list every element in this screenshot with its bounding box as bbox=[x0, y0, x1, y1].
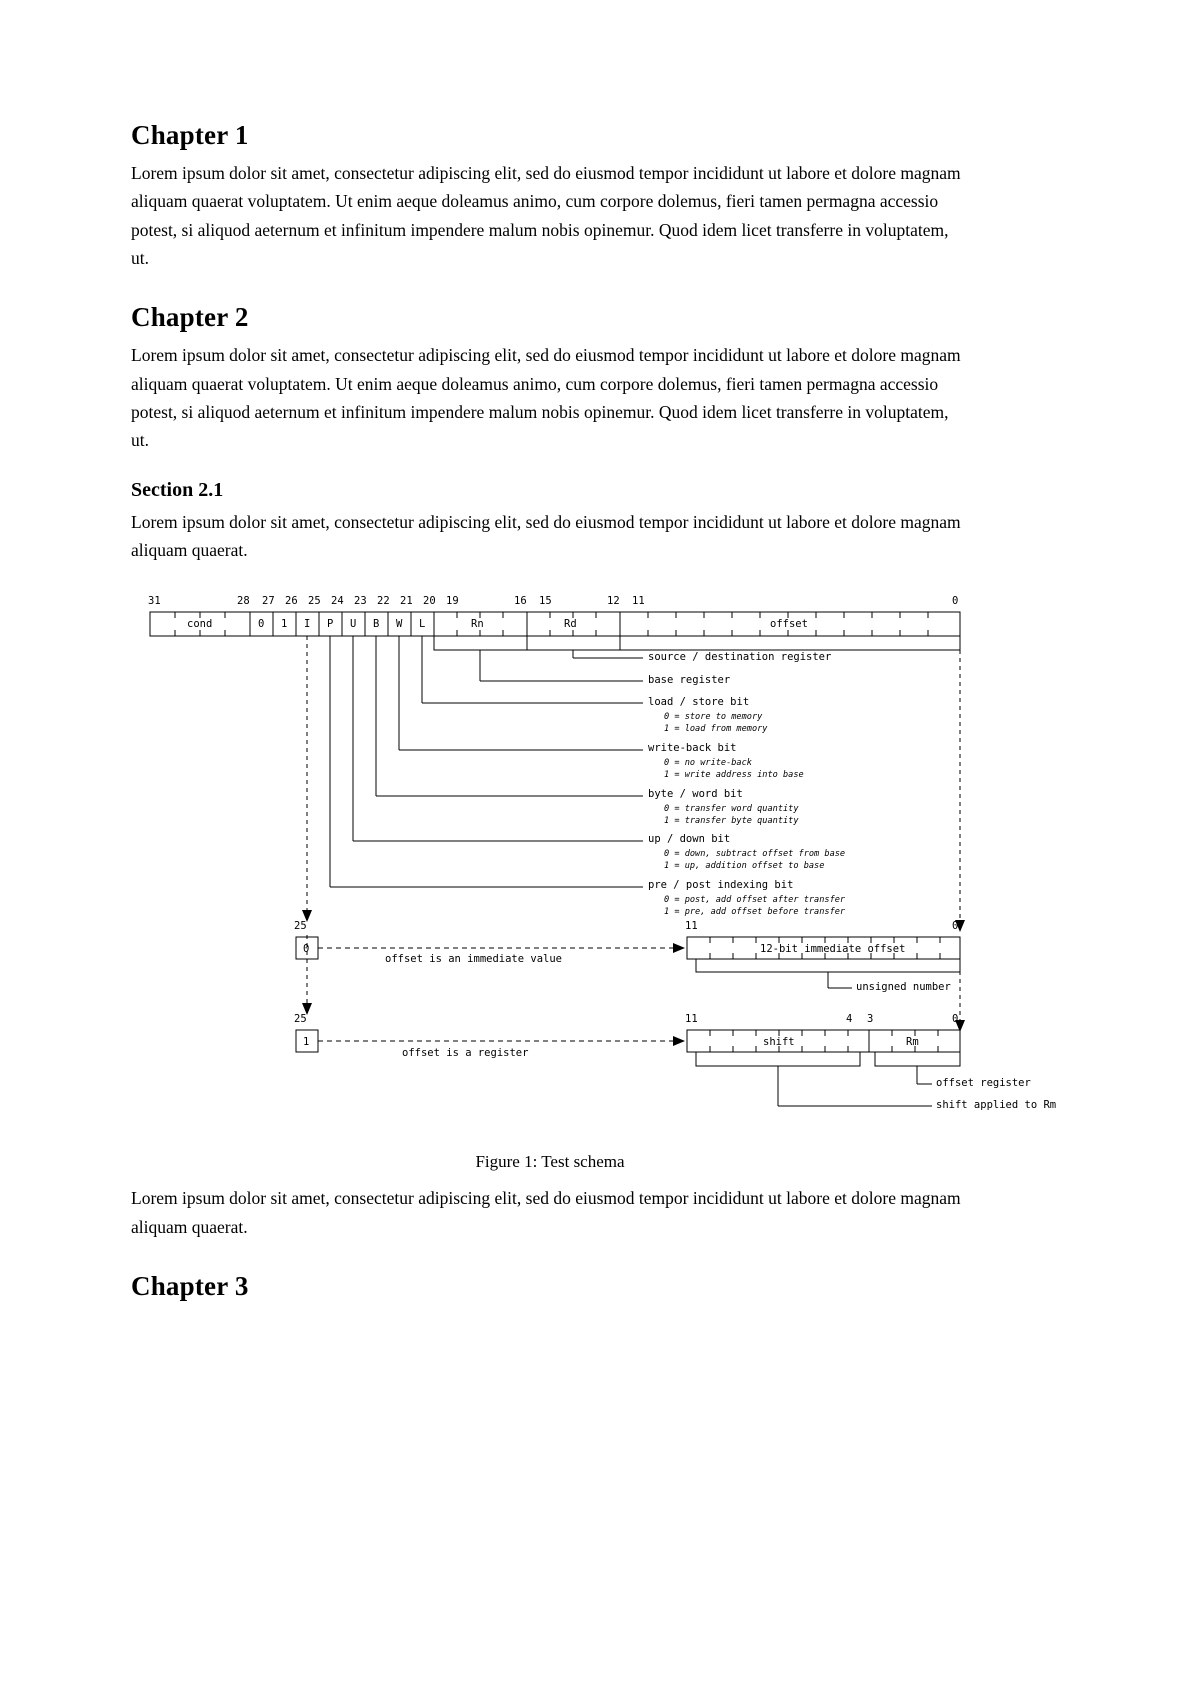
immediate-arrow-label: offset is an immediate value bbox=[385, 953, 563, 966]
field-u-bit: U bbox=[350, 618, 357, 631]
chapter-2-heading: Chapter 2 bbox=[131, 302, 249, 333]
register-right-tick-11: 11 bbox=[685, 1013, 698, 1026]
figure-container bbox=[131, 590, 1057, 1172]
annotation-load-store-bit-line-0: 0 = store to memory bbox=[664, 712, 763, 723]
annotation-load-store-bit: load / store bit bbox=[648, 696, 750, 709]
immediate-i-value: 0 bbox=[303, 943, 310, 956]
register-arrow-label: offset is a register bbox=[402, 1047, 529, 1060]
register-field-rm: Rm bbox=[906, 1036, 919, 1049]
register-i-value: 1 bbox=[303, 1036, 310, 1049]
bit-tick-12: 12 bbox=[607, 595, 620, 608]
spacer bbox=[131, 272, 969, 302]
field-rn: Rn bbox=[471, 618, 484, 631]
bit-tick-31: 31 bbox=[148, 595, 161, 608]
annotation-base-register: base register bbox=[648, 674, 731, 687]
field-w-bit: W bbox=[396, 618, 403, 631]
annotation-byte-word-bit-line-1: 1 = transfer byte quantity bbox=[664, 816, 799, 827]
chapter-3-heading: Chapter 3 bbox=[131, 1271, 249, 1302]
register-field-shift: shift bbox=[763, 1036, 795, 1049]
annotation-up-down-bit-line-0: 0 = down, subtract offset from base bbox=[664, 849, 846, 860]
instruction-encoding-diagram bbox=[140, 590, 1057, 1145]
register-right-tick-4: 4 bbox=[846, 1013, 853, 1026]
arrowhead bbox=[673, 943, 685, 953]
annotation-source-destination-register: source / destination register bbox=[648, 651, 832, 664]
section-2-1-paragraph: Lorem ipsum dolor sit amet, consectetur adipiscing elit, sed do eiusmod tempor incididunt ut labore et dolore magnam aliquam quaerat. bbox=[131, 511, 961, 561]
bit-tick-0: 0 bbox=[952, 595, 959, 608]
field-p-bit: P bbox=[327, 618, 334, 631]
chapter-2-paragraph: Lorem ipsum dolor sit amet, consectetur adipiscing elit, sed do eiusmod tempor incididunt ut labore et dolore magnam aliquam quaerat voluptatem. Ut enim aeque doleamus animo, cum corpore dolemus, fieri tamen permagna accessio potest, si aliquod aeternum et infinitum impendere malum nobis opinemur. Quod idem licet transferre in voluptatem, ut. bbox=[131, 345, 961, 451]
annotation-offset-register: offset register bbox=[936, 1077, 1031, 1090]
spacer bbox=[131, 1241, 969, 1271]
bit-tick-24: 24 bbox=[331, 595, 344, 608]
annotation-byte-word-bit: byte / word bit bbox=[648, 788, 743, 801]
bit-tick-11: 11 bbox=[632, 595, 645, 608]
after-figure-paragraph: Lorem ipsum dolor sit amet, consectetur adipiscing elit, sed do eiusmod tempor incididunt ut labore et dolore magnam aliquam quaerat. bbox=[131, 1188, 961, 1237]
register-right-tick-0: 0 bbox=[952, 1013, 959, 1026]
spacer bbox=[131, 1170, 969, 1184]
bit-tick-23: 23 bbox=[354, 595, 367, 608]
field-b-bit: B bbox=[373, 618, 380, 631]
annotation-pre-post-indexing-bit: pre / post indexing bit bbox=[648, 879, 794, 892]
immediate-right-tick-0: 0 bbox=[952, 920, 959, 933]
annotation-up-down-bit: up / down bit bbox=[648, 833, 731, 846]
field-offset: offset bbox=[770, 618, 808, 631]
field-zero: 0 bbox=[258, 618, 265, 631]
annotation-unsigned-number: unsigned number bbox=[856, 981, 951, 994]
chapter-1-paragraph: Lorem ipsum dolor sit amet, consectetur adipiscing elit, sed do eiusmod tempor incididunt ut labore et dolore magnam aliquam quaerat voluptatem. Ut enim aeque doleamus animo, cum corpore dolemus, fieri tamen permagna accessio potest, si aliquod aeternum et infinitum impendere malum nobis opinemur. Quod idem licet transferre in voluptatem, ut. bbox=[131, 163, 961, 269]
annotation-up-down-bit-line-1: 1 = up, addition offset to base bbox=[664, 861, 825, 872]
register-left-tick: 25 bbox=[294, 1013, 307, 1026]
bit-tick-20: 20 bbox=[423, 595, 436, 608]
field-l-bit: L bbox=[419, 618, 426, 631]
bit-tick-16: 16 bbox=[514, 595, 527, 608]
annotation-pre-post-indexing-bit-line-1: 1 = pre, add offset before transfer bbox=[664, 907, 846, 918]
annotation-load-store-bit-line-1: 1 = load from memory bbox=[664, 724, 768, 735]
figure-caption: Figure 1: Test schema bbox=[475, 1152, 625, 1172]
bit-tick-22: 22 bbox=[377, 595, 390, 608]
bit-tick-27: 27 bbox=[262, 595, 275, 608]
chapter-1-heading: Chapter 1 bbox=[131, 120, 249, 150]
field-one: 1 bbox=[281, 618, 288, 631]
register-right-tick-3: 3 bbox=[867, 1013, 874, 1026]
bit-tick-19: 19 bbox=[446, 595, 459, 608]
bit-tick-21: 21 bbox=[400, 595, 413, 608]
bit-tick-26: 26 bbox=[285, 595, 298, 608]
document-content bbox=[131, 120, 1057, 1310]
immediate-field-label: 12-bit immediate offset bbox=[760, 943, 906, 956]
diagram-svg bbox=[140, 590, 970, 1145]
field-rd: Rd bbox=[564, 618, 577, 631]
section-2-1-heading: Section 2.1 bbox=[131, 478, 224, 501]
arrowhead bbox=[673, 1036, 685, 1046]
annotation-byte-word-bit-line-0: 0 = transfer word quantity bbox=[664, 804, 799, 815]
immediate-left-tick: 25 bbox=[294, 920, 307, 933]
annotation-shift-applied-to-rm: shift applied to Rm bbox=[936, 1099, 1057, 1112]
annotation-write-back-bit-line-0: 0 = no write-back bbox=[664, 758, 752, 769]
bit-tick-28: 28 bbox=[237, 595, 250, 608]
spacer bbox=[131, 455, 969, 479]
field-cond: cond bbox=[187, 618, 213, 631]
bit-tick-15: 15 bbox=[539, 595, 552, 608]
field-i-bit: I bbox=[304, 618, 311, 631]
bit-tick-25: 25 bbox=[308, 595, 321, 608]
annotation-write-back-bit-line-1: 1 = write address into base bbox=[664, 770, 804, 781]
annotation-pre-post-indexing-bit-line-0: 0 = post, add offset after transfer bbox=[664, 895, 846, 906]
immediate-right-tick-11: 11 bbox=[685, 920, 698, 933]
annotation-write-back-bit: write-back bit bbox=[648, 742, 737, 755]
